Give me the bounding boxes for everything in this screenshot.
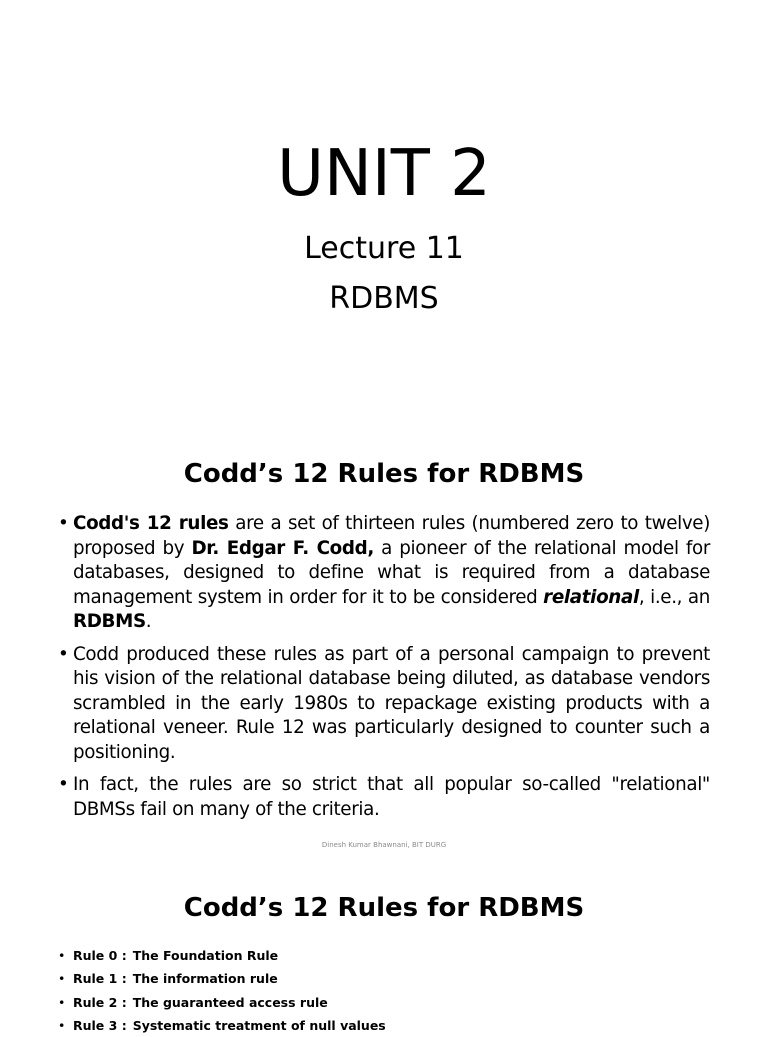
bullet-text: are a set of thirteen rules (numbered zero to twelve) proposed by <box>73 513 710 559</box>
bullet-icon: • <box>58 971 66 987</box>
bullet-text: . <box>145 611 152 632</box>
bullet-text: , i.e., an <box>638 586 711 608</box>
codd-intro-slide <box>0 430 768 860</box>
rule-item <box>58 967 386 990</box>
rule-label: Rule 0 : <box>73 948 127 963</box>
bold-name: Dr. Edgar F. Codd, <box>191 537 374 559</box>
bold-term: Codd's 12 rules <box>73 513 229 534</box>
bullet-text: a pioneer of the relational model for databases, designed to define what is required from a database management system in order for it to be considered <box>73 537 710 608</box>
unit-title: UNIT 2 <box>277 137 491 211</box>
bullet-text: In fact, the rules are so strict that all popular so-called "relational" DBMSs fail on many of the criteria. <box>73 774 710 820</box>
rule-item <box>58 991 386 1014</box>
rule-item <box>58 944 386 967</box>
bullet-text: Codd produced these rules as part of a personal campaign to prevent his vision of the relational database being diluted, as database vendors scrambled in the early 1980s to repackage existing products with a relational veneer. Rule 12 was particularly designed to counter such a positioning. <box>73 643 710 763</box>
bold-italic-term: relational <box>543 586 639 608</box>
bullet-icon: • <box>58 994 66 1010</box>
bullet-icon: • <box>58 948 66 963</box>
bold-term: RDBMS <box>73 611 146 632</box>
rule-name: The information rule <box>132 971 278 987</box>
lecture-subject: RDBMS <box>329 281 439 316</box>
slide-title: Codd’s 12 Rules for RDBMS <box>183 893 585 923</box>
slide-footer: Dinesh Kumar Bhawnani, BIT DURG <box>321 841 447 849</box>
rule-name: The guaranteed access rule <box>132 994 328 1010</box>
bullet-item <box>58 512 710 635</box>
title-slide <box>0 0 768 430</box>
codd-rules-slide <box>0 860 768 1033</box>
bullet-icon: • <box>58 774 69 795</box>
rule-item <box>58 1014 386 1037</box>
bullet-icon: • <box>58 1017 66 1033</box>
rule-label: Rule 1 : <box>73 971 127 987</box>
bullet-icon: • <box>58 643 69 665</box>
bullet-list <box>58 512 710 830</box>
bullet-icon: • <box>58 513 69 534</box>
rule-name: The Foundation Rule <box>132 948 279 963</box>
rules-list <box>58 944 386 1037</box>
rule-label: Rule 3 : <box>73 1017 127 1033</box>
rule-label: Rule 2 : <box>73 994 127 1010</box>
slide-title: Codd’s 12 Rules for RDBMS <box>183 459 585 489</box>
rule-name: Systematic treatment of null values <box>132 1017 386 1033</box>
lecture-number: Lecture 11 <box>304 231 464 266</box>
bullet-item <box>58 773 710 822</box>
bullet-item <box>58 643 710 766</box>
